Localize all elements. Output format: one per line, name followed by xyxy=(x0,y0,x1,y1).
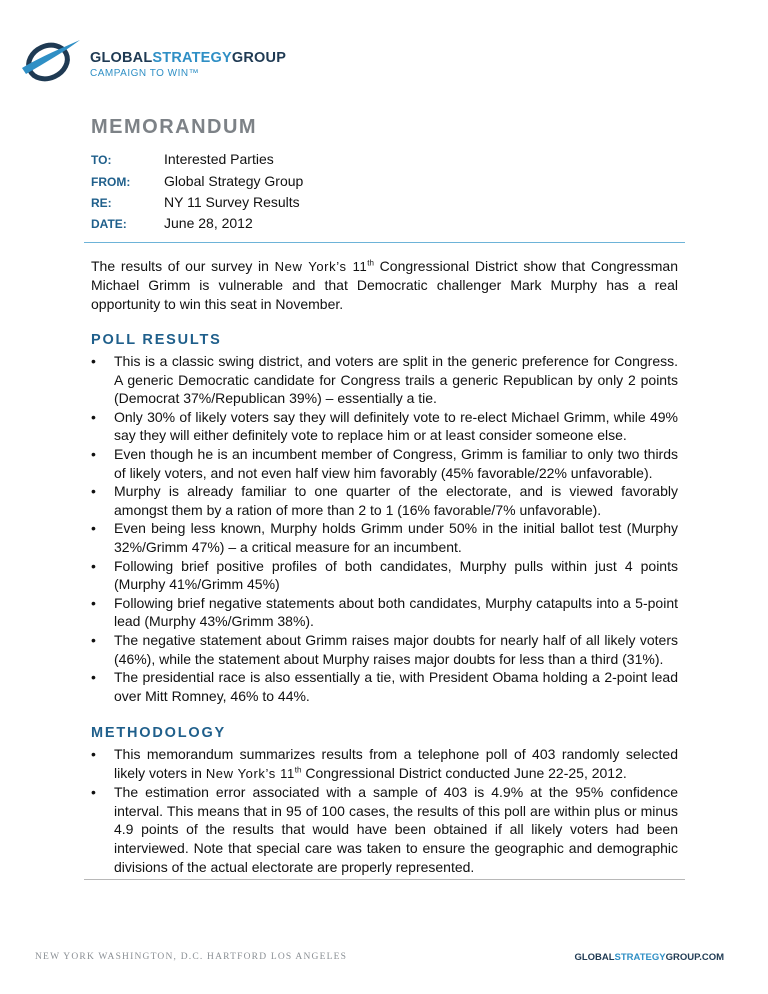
memo-field-re xyxy=(91,194,691,214)
logo-wordmark: GLOBALSTRATEGYGROUP xyxy=(90,50,287,66)
field-label: TO: xyxy=(91,153,112,167)
list-item: • Even being less known, Murphy holds Grimm under 50% in the initial ballot test (Murphy 32%/Grimm 47%) – a critical measure for an incumbent. xyxy=(91,519,678,556)
memo-field-from xyxy=(91,173,691,193)
memo-title: MEMORANDUM xyxy=(91,116,258,138)
intro-paragraph: The results of our survey in New York’s 11th Congressional District show that Congressman Michael Grimm is vulnerable and that Democratic challenger Mark Murphy has a real opportunity to win this seat in November. xyxy=(91,258,678,312)
footer-website-link[interactable]: GLOBALSTRATEGYGROUP.COM xyxy=(574,952,724,963)
company-logo xyxy=(16,34,316,90)
poll-results-heading: POLL RESULTS xyxy=(91,332,222,348)
methodology-heading: METHODOLOGY xyxy=(91,725,226,741)
body-end-divider xyxy=(84,879,685,880)
footer-office-cities: NEW YORK WASHINGTON, D.C. HARTFORD LOS ANGELES xyxy=(35,952,348,962)
field-value: Interested Parties xyxy=(164,151,274,167)
field-label: FROM: xyxy=(91,175,131,189)
list-item: • Murphy is already familiar to one quarter of the electorate, and is viewed favorably amongst them by a ration of more than 2 to 1 (16% favorable/7% unfavorable). xyxy=(91,482,678,519)
memo-field-date xyxy=(91,215,691,235)
field-label: RE: xyxy=(91,196,112,210)
list-item: • Even though he is an incumbent member of Congress, Grimm is familiar to only two thirds of likely voters, and not even half view him favorably (45% favorable/22% unfavorable). xyxy=(91,445,678,482)
list-item: • This memorandum summarizes results from a telephone poll of 403 randomly selected likely voters in New York’s 11th Congressional District conducted June 22-25, 2012. xyxy=(91,745,678,783)
logo-tagline: CAMPAIGN TO WIN™ xyxy=(90,68,200,79)
header-divider xyxy=(84,242,685,243)
field-value: Global Strategy Group xyxy=(164,173,304,189)
list-item: • Only 30% of likely voters say they will definitely vote to re-elect Michael Grimm, while 49% say they will either definitely vote to replace him or at least consider someone else. xyxy=(91,408,678,445)
list-item: • Following brief negative statements about both candidates, Murphy catapults into a 5-point lead (Murphy 43%/Grimm 38%). xyxy=(91,594,678,631)
field-value: NY 11 Survey Results xyxy=(164,194,300,210)
poll-results-list xyxy=(91,352,678,705)
list-item: • The negative statement about Grimm raises major doubts for nearly half of all likely voters (46%), while the statement about Murphy raises major doubts for less than a third (31%). xyxy=(91,631,678,668)
logo-swoosh-icon xyxy=(16,34,86,90)
list-item: • This is a classic swing district, and voters are split in the generic preference for Congress. A generic Democratic candidate for Congress trails a generic Republican by only 2 points (Democrat 37%/Republican 39%) – essentially a tie. xyxy=(91,352,678,408)
list-item: • The estimation error associated with a sample of 403 is 4.9% at the 95% confidence interval. This means that in 95 of 100 cases, the results of this poll are within plus or minus 4.9 points of the results that would have been obtained if all likely voters had been interviewed. Note that special care was taken to ensure the geographic and demographic divisions of the actual electorate are properly represented. xyxy=(91,783,678,876)
list-item: • Following brief positive profiles of both candidates, Murphy pulls within just 4 points (Murphy 41%/Grimm 45%) xyxy=(91,557,678,594)
memo-field-to xyxy=(91,151,691,171)
field-label: DATE: xyxy=(91,217,127,231)
field-value: June 28, 2012 xyxy=(164,215,253,231)
list-item: • The presidential race is also essentially a tie, with President Obama holding a 2-point lead over Mitt Romney, 46% to 44%. xyxy=(91,668,678,705)
methodology-list xyxy=(91,745,678,876)
